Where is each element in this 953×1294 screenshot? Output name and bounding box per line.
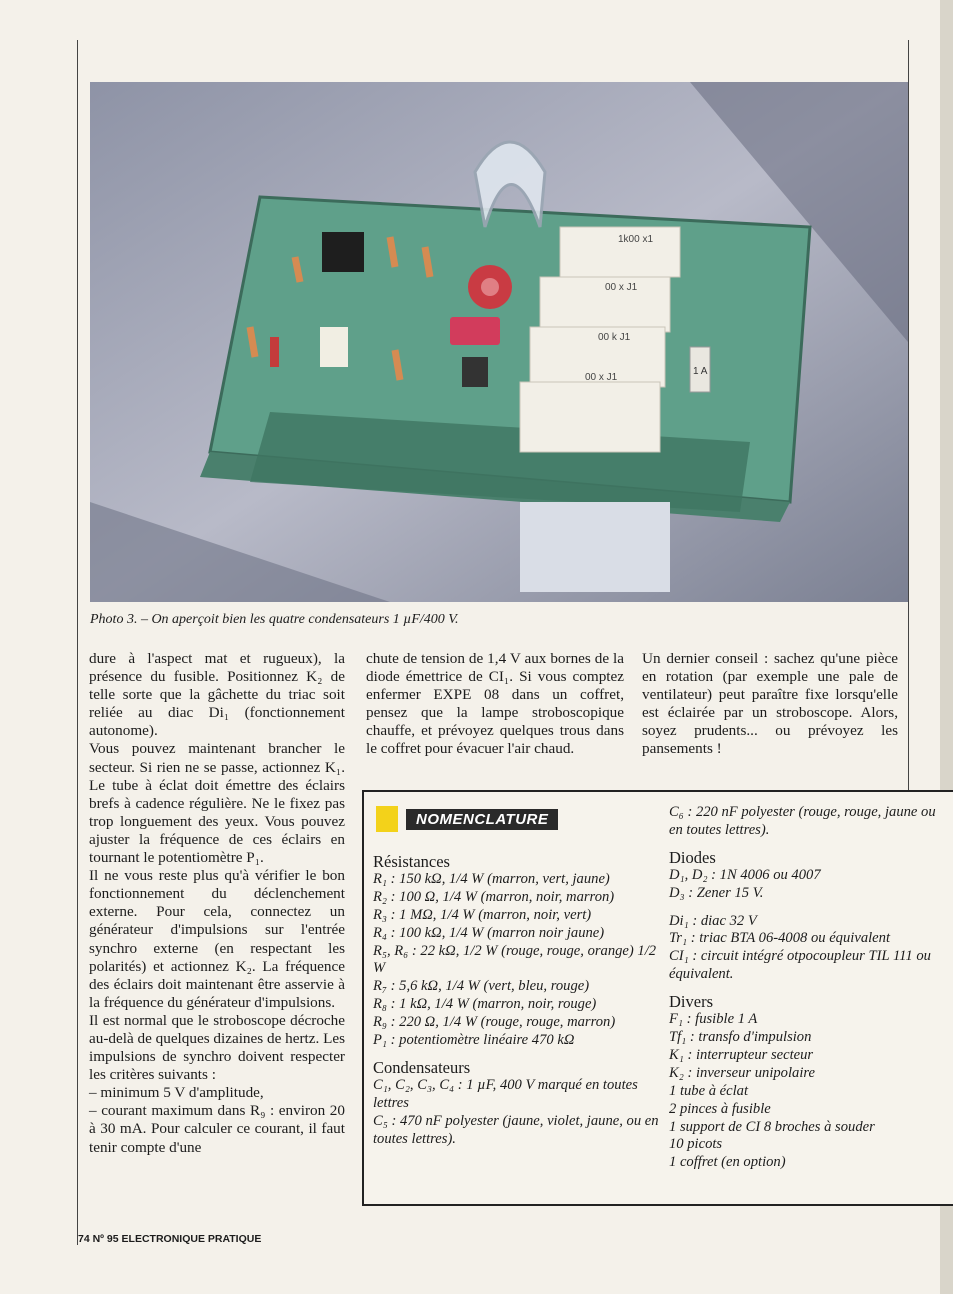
nomenclature-header <box>376 806 558 832</box>
component-entry: D₃ : Zener 15 V. <box>669 884 764 901</box>
component-entry: R₂ : 100 Ω, 1/4 W (marron, noir, marron) <box>373 888 615 905</box>
capacitor-label: 00 x J1 <box>605 282 638 293</box>
component-entry: CI₁ : circuit intégré otpocoupleur TIL 111 ou équivalent. <box>669 948 931 983</box>
text-column-1 <box>89 650 345 1157</box>
page-footer: 74 Nº 95 ELECTRONIQUE PRATIQUE <box>78 1233 262 1245</box>
text-column-3 <box>642 650 898 759</box>
paragraph: Il est normal que le stroboscope décroche au-delà de quelques dizaines de hertz. Les impulsions de synchro doivent respecter les critères suivants : <box>89 1011 345 1084</box>
paragraph: chute de tension de 1,4 V aux bornes de la diode émettrice de CI₁. Si vous comptez enfermer EXPE 08 dans un coffret, pensez que la lampe stroboscopique chauffe, et prévoyez quelques trous dans le coffret pour évacuer l'air chaud. <box>366 650 624 758</box>
component-entry: 2 pinces à fusible <box>669 1100 771 1117</box>
component-entry: P₁ : potentiomètre linéaire 470 kΩ <box>373 1032 575 1049</box>
component-entry: C₅ : 470 nF polyester (jaune, violet, jaune, ou en toutes lettres). <box>373 1112 659 1147</box>
list-item: – minimum 5 V d'amplitude, <box>89 1084 264 1102</box>
column-rule-right <box>908 40 909 790</box>
component-entry: C₁, C₂, C₃, C₄ : 1 µF, 400 V marqué en toutes lettres <box>373 1076 638 1111</box>
yellow-square-icon <box>376 806 398 832</box>
column-rule-left <box>77 40 78 1245</box>
fuse-label: 1 A <box>693 366 708 377</box>
nomenclature-box <box>362 790 953 1206</box>
capacitor-label: 00 k J1 <box>598 332 631 343</box>
paragraph: dure à l'aspect mat et rugueux), la présence du fusible. Positionnez K₂ de telle sorte que la gâchette du triac soit reliée au diac Di₁ (fonctionnement autonome). <box>89 650 345 740</box>
paragraph: Un dernier conseil : sachez qu'une pièce en rotation (par exemple une pale de ventilateur) peut paraître fixe lorsqu'elle est éclairée par un stroboscope. Alors, soyez prudents... ou prévoyez les pansements ! <box>642 650 898 758</box>
paragraph: Il ne vous reste plus qu'à vérifier le bon fonctionnement du déclenchement externe. Pour cela, connectez un générateur d'impulsions sur l'entrée synchro externe (en respectant les polarités) et actionnez K₂. La fréquence des éclairs doit maintenant être asservie à la fréquence du générateur d'impulsions. <box>89 867 345 1011</box>
component-entry: R₈ : 1 kΩ, 1/4 W (marron, noir, rouge) <box>373 996 597 1013</box>
section-title-resistances: Résistances <box>373 852 450 871</box>
component-entry: R₅, R₆ : 22 kΩ, 1/2 W (rouge, rouge, orange) 1/2 W <box>373 942 657 977</box>
capacitor-label: 00 x J1 <box>585 372 618 383</box>
component-entry: 10 picots <box>669 1136 723 1153</box>
component-entry: R₁ : 150 kΩ, 1/4 W (marron, vert, jaune) <box>373 870 610 887</box>
component-entry: Di₁ : diac 32 V <box>669 912 757 929</box>
component-entry: 1 support de CI 8 broches à souder <box>669 1118 875 1135</box>
component-entry: D₁, D₂ : 1N 4006 ou 4007 <box>669 866 821 883</box>
component-entry: Tr₁ : triac BTA 06-4008 ou équivalent <box>669 930 890 947</box>
section-title-divers: Divers <box>669 992 713 1012</box>
list-item: – courant maximum dans R₉ : environ 20 à 30 mA. Pour calculer ce courant, il faut tenir compte d'une <box>89 1102 345 1156</box>
text-column-2 <box>366 650 624 759</box>
component-entry: 1 coffret (en option) <box>669 1154 786 1171</box>
nomenclature-right-column <box>669 804 951 1172</box>
photo-caption: Photo 3. – On aperçoit bien les quatre condensateurs 1 µF/400 V. <box>90 612 459 627</box>
circuit-board-photo <box>90 82 908 602</box>
component-entry: R₄ : 100 kΩ, 1/4 W (marron noir jaune) <box>373 924 605 941</box>
component-entry: K₂ : inverseur unipolaire <box>669 1064 815 1081</box>
component-entry: F₁ : fusible 1 A <box>669 1011 758 1028</box>
paragraph: Vous pouvez maintenant brancher le secteur. Si rien ne se passe, actionnez K₁. Le tube à éclat doit émettre des éclairs brefs à cadence régulière. Ne le fixez pas trop longuement des yeux. Vous pouvez ajuster la fréquence de ces éclairs en tournant le potentiomètre P₁. <box>89 740 345 867</box>
nomenclature-title: NOMENCLATURE <box>406 809 558 830</box>
component-entry: Tf₁ : transfo d'impulsion <box>669 1028 812 1045</box>
component-entry: K₁ : interrupteur secteur <box>669 1046 814 1063</box>
component-entry: C₆ : 220 nF polyester (rouge, rouge, jaune ou en toutes lettres). <box>669 804 936 838</box>
component-entry: R₉ : 220 Ω, 1/4 W (rouge, rouge, marron) <box>373 1014 616 1031</box>
component-entry: R₃ : 1 MΩ, 1/4 W (marron, noir, vert) <box>373 906 592 923</box>
section-title-diodes: Diodes <box>669 847 716 867</box>
section-title-condensateurs: Condensateurs <box>373 1057 471 1077</box>
capacitor-label: 1k00 x1 <box>618 234 654 245</box>
component-entry: 1 tube à éclat <box>669 1082 749 1099</box>
component-entry: R₇ : 5,6 kΩ, 1/4 W (vert, bleu, rouge) <box>373 978 590 995</box>
nomenclature-left-column <box>373 844 663 1149</box>
